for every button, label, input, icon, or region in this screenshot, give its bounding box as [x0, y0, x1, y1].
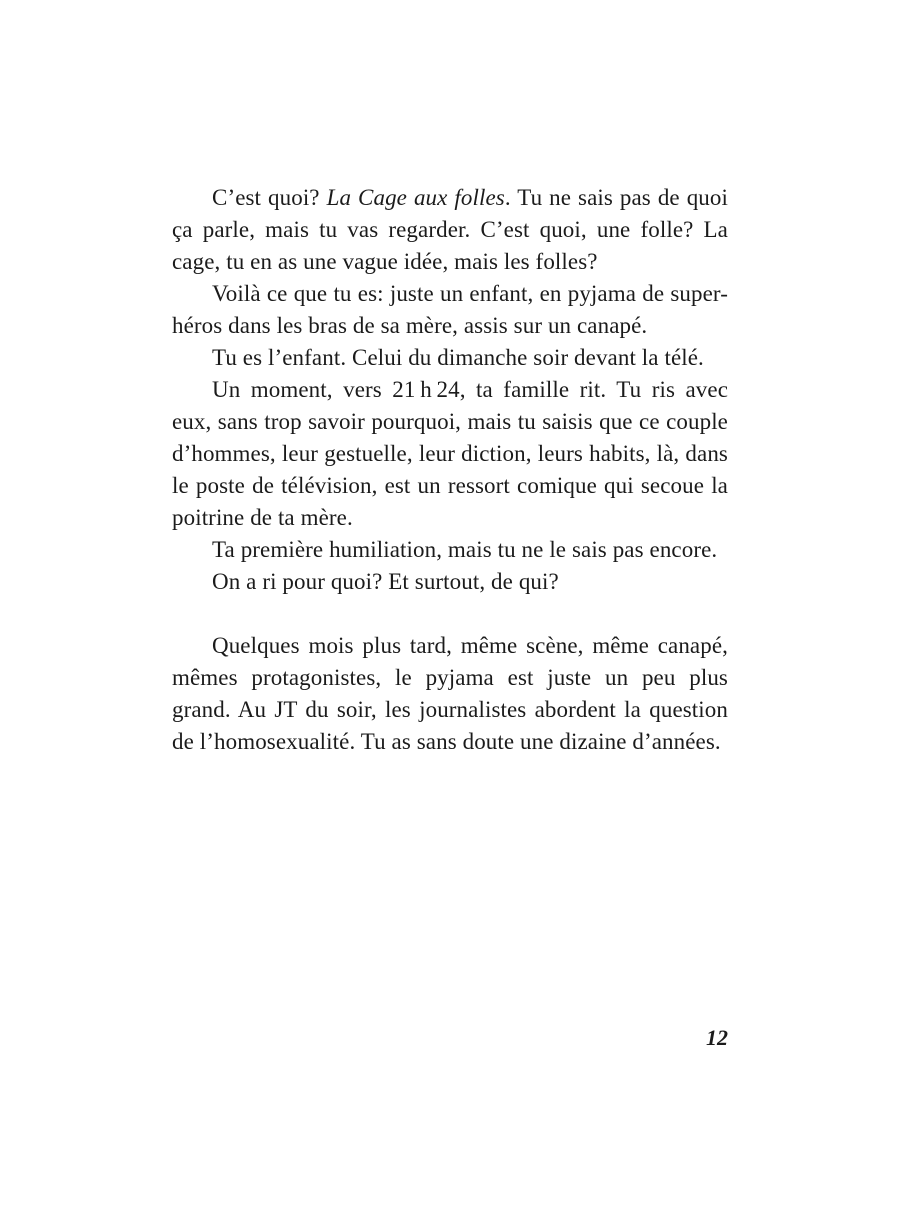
- paragraph: [172, 374, 728, 534]
- paragraph: [172, 278, 728, 342]
- text-run: Quelques mois plus tard, même scène, même canapé, mêmes protagonistes, le pyjama est juste un peu plus grand. Au JT du soir, les journalistes abordent la question de l’homosexualité. Tu as sans doute une dizaine d’années.: [172, 633, 728, 754]
- text-run: . Tu ne sais pas de quoi ça parle, mais tu vas regarder. C’est quoi, une folle? La cage, tu en as une vague idée, mais les folles?: [172, 185, 728, 274]
- text-run: Ta première humiliation, mais tu ne le sais pas encore.: [212, 537, 718, 562]
- text-run: Voilà ce que tu es: juste un enfant, en pyjama de super-héros dans les bras de sa mère, assis sur un canapé.: [172, 281, 728, 338]
- paragraph: [172, 182, 728, 278]
- paragraph: [172, 534, 728, 566]
- text-run: C’est quoi?: [212, 185, 327, 210]
- text-run: Tu es l’enfant. Celui du dimanche soir devant la télé.: [212, 345, 704, 370]
- paragraph: [172, 566, 728, 598]
- page-number: 12: [706, 1025, 728, 1050]
- page-text: [172, 182, 728, 758]
- text-run: Un moment, vers 21 h 24, ta famille rit. Tu ris avec eux, sans trop savoir pourquoi, mais tu saisis que ce couple d’hommes, leur gestuelle, leur diction, leurs habits, là, dans le poste de télévision, est un ressort comique qui secoue la poitrine de ta mère.: [172, 377, 728, 530]
- paragraph: [172, 342, 728, 374]
- italic-title-run: La Cage aux folles: [326, 185, 505, 210]
- paragraph: [172, 630, 728, 758]
- text-run: On a ri pour quoi? Et surtout, de qui?: [212, 569, 559, 594]
